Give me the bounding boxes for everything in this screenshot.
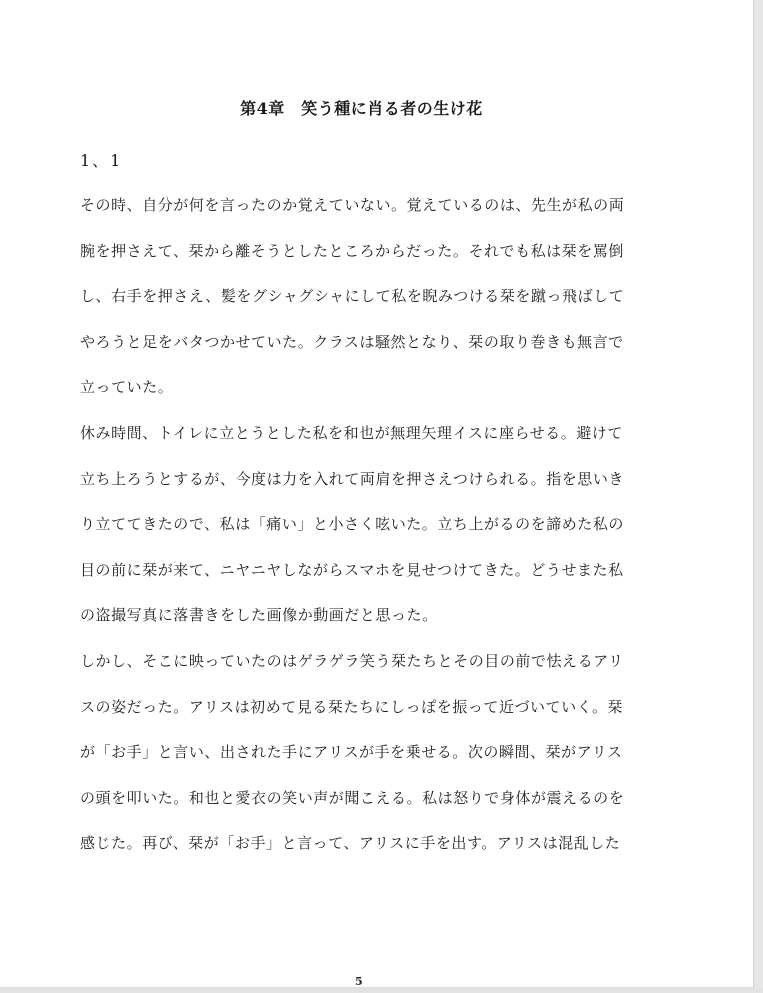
text-line: やろうと足をバタつかせていた。クラスは騒然となり、栞の取り巻きも無言で [80, 332, 624, 351]
text-line: り立ててきたので、私は「痛い」と小さく呟いた。立ち上がるのを諦めた私の [80, 515, 624, 534]
text-line: 感じた。再び、栞が「お手」と言って、アリスに手を出す。アリスは混乱した [80, 834, 621, 853]
text-line: しかし、そこに映っていたのはゲラゲラ笑う栞たちとその目の前で怯えるアリ [80, 651, 624, 670]
page-edge-shadow [753, 0, 763, 993]
section-number: 1、1 [80, 151, 123, 170]
text-line: が「お手」と言い、出された手にアリスが手を乗せる。次の瞬間、栞がアリス [80, 743, 623, 762]
text-line: その時、自分が何を言ったのか覚えていない。覚えているのは、先生が私の両 [80, 196, 625, 214]
page-bottom-edge [0, 988, 763, 993]
text-line: の頭を叩いた。和也と愛衣の笑い声が聞こえる。私は怒りで身体が震えるのを [80, 788, 625, 807]
text-line: 目の前に栞が来て、ニヤニヤしながらスマホを見せつけてきた。どうせまた私 [80, 560, 624, 579]
page-number: 5 [355, 975, 363, 988]
text-line: し、右手を押さえ、髪をグシャグシャにして私を睨みつける栞を蹴っ飛ばして [80, 287, 625, 306]
text-line: 休み時間、トイレに立とうとした私を和也が無理矢理イスに座らせる。避けて [80, 423, 623, 442]
text-line: 腕を押さえて、栞から離そうとしたところからだった。それでも私は栞を罵倒 [80, 241, 624, 260]
body-text [80, 195, 650, 879]
text-line: 立ち上ろうとするが、今度は力を入れて両肩を押さえつけられる。指を思いき [80, 469, 624, 488]
text-line: 立っていた。 [80, 378, 174, 397]
text-line: の盗撮写真に落書きをした画像か動画だと思った。 [80, 606, 438, 625]
chapter-title: 第4章 笑う種に肖る者の生け花 [240, 99, 483, 118]
text-line: スの姿だった。アリスは初めて見る栞たちにしっぽを振って近づいていく。栞 [80, 697, 624, 716]
